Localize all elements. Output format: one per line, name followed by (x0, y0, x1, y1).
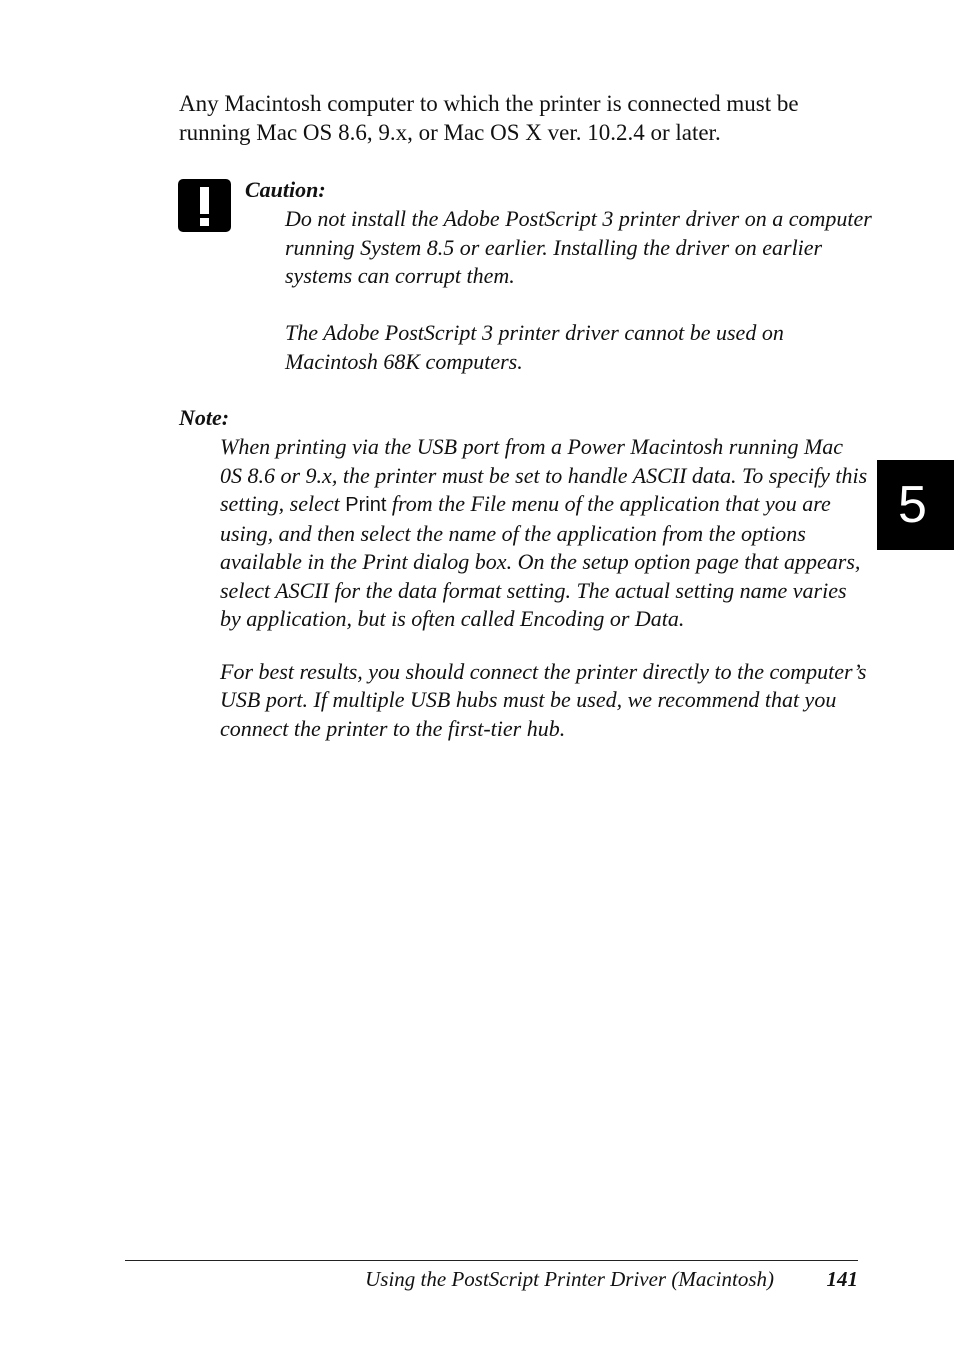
note-heading: Note: (179, 405, 230, 430)
print-menu-command: Print (345, 494, 387, 516)
intro-paragraph: Any Macintosh computer to which the printer is connected must be running Mac OS 8.6, 9.x, or Mac OS X ver. 10.2.4 or later. (179, 91, 799, 145)
note-paragraph (220, 433, 870, 634)
footer-divider (125, 1260, 858, 1261)
chapter-tab: 5 (877, 460, 954, 550)
caution-paragraph: Do not install the Adobe PostScript 3 printer driver on a computer running System 8.5 or earlier. Installing the driver on earlier systems can corrupt them. (285, 206, 872, 288)
caution-body (285, 205, 875, 376)
page-number: 141 (826, 1267, 858, 1291)
footer-title: Using the PostScript Printer Driver (Macintosh) (365, 1267, 774, 1291)
caution-paragraph: The Adobe PostScript 3 printer driver cannot be used on Macintosh 68K computers. (285, 320, 784, 374)
caution-heading: Caution: (245, 177, 326, 202)
caution-exclamation-icon (178, 179, 231, 232)
note-text: When printing via the USB port from a Power Macintosh running Mac 0S 8.6 or 9.x, the printer must be set to handle ASCII data. To specify this setting, select (220, 434, 868, 516)
note-text: from the File menu of the application that you are using, and then select the name of the application from the options available in the Print dialog box. On the setup option page that appears, select ASCII for the data format setting. The actual setting name varies by application, but is often called Encoding or Data. (220, 491, 861, 631)
note-paragraph: For best results, you should connect the printer directly to the computer’s USB port. If multiple USB hubs must be used, we recommend that you connect the printer to the first-tier hub. (220, 658, 867, 741)
note-body (220, 433, 870, 743)
